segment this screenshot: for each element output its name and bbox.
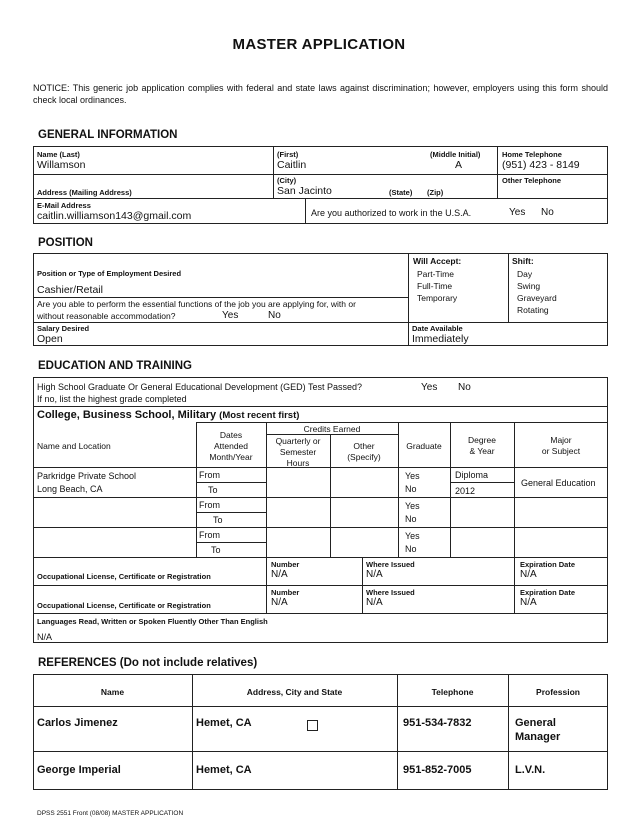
essential-no-option[interactable]: No <box>268 310 281 321</box>
col-dates-3: Month/Year <box>209 452 253 462</box>
ged-yes-option[interactable]: Yes <box>421 382 438 393</box>
authorized-no-option[interactable]: No <box>541 207 554 218</box>
ref1-checkbox[interactable] <box>307 720 318 731</box>
col-dates-1: Dates <box>219 430 243 440</box>
col-major-2: or Subject <box>541 446 581 456</box>
first-name-field[interactable]: Caitlin <box>277 159 307 171</box>
row1-year[interactable]: 2012 <box>455 486 476 496</box>
date-available-label: Date Available <box>412 324 463 333</box>
ref-col-profession: Profession <box>536 687 580 697</box>
shift-swing-option[interactable]: Swing <box>517 281 541 291</box>
row1-to: To <box>208 485 218 495</box>
ref1-address[interactable]: Hemet, CA <box>196 717 252 729</box>
school-location[interactable]: Long Beach, CA <box>37 484 103 494</box>
college-heading-note: (Most recent first) <box>219 410 300 421</box>
row1-graduate-no[interactable]: No <box>405 484 417 494</box>
license-where-label-1: Where Issued <box>366 560 415 569</box>
credits-earned-label: Credits Earned <box>303 424 361 434</box>
authorized-yes-option[interactable]: Yes <box>509 207 526 218</box>
footer-form-id: DPSS 2551 Front (08/08) MASTER APPLICATION <box>37 810 184 817</box>
last-name-label: Name (Last) <box>37 150 80 159</box>
ged-question: High School Graduate Or General Educational Development (GED) Test Passed? <box>37 382 363 392</box>
date-available-field[interactable]: Immediately <box>412 333 469 345</box>
row3-graduate-yes[interactable]: Yes <box>405 531 420 541</box>
row2-from: From <box>199 500 220 510</box>
ref1-profession-line2[interactable]: Manager <box>515 731 561 743</box>
row3-from: From <box>199 530 220 540</box>
ref-col-telephone: Telephone <box>431 687 474 697</box>
address-label: Address (Mailing Address) <box>37 188 132 197</box>
other-phone-label: Other Telephone <box>502 176 562 185</box>
row3-to: To <box>211 545 221 555</box>
position-heading: POSITION <box>38 237 93 249</box>
home-phone-label: Home Telephone <box>502 150 562 159</box>
college-heading <box>37 409 299 421</box>
col-quarterly-1: Quarterly or <box>275 436 321 446</box>
city-label: (City) <box>277 176 297 185</box>
license-where-1[interactable]: N/A <box>366 569 383 580</box>
zip-label: (Zip) <box>427 188 444 197</box>
license-where-2[interactable]: N/A <box>366 597 383 608</box>
general-heading: GENERAL INFORMATION <box>38 129 178 141</box>
row1-major[interactable]: General Education <box>521 478 596 488</box>
col-major-1: Major <box>550 435 572 445</box>
row2-graduate-yes[interactable]: Yes <box>405 501 420 511</box>
col-dates-2: Attended <box>213 441 249 451</box>
license-number-1[interactable]: N/A <box>271 569 288 580</box>
license-expiration-1[interactable]: N/A <box>520 569 537 580</box>
col-degree-2: & Year <box>469 446 495 456</box>
license-expiration-2[interactable]: N/A <box>520 597 537 608</box>
shift-rotating-option[interactable]: Rotating <box>517 305 549 315</box>
form-title: MASTER APPLICATION <box>232 36 406 53</box>
ref2-address[interactable]: Hemet, CA <box>196 764 252 776</box>
ref-col-name: Name <box>100 687 125 697</box>
accept-temporary-option[interactable]: Temporary <box>417 293 458 303</box>
row2-to: To <box>213 515 223 525</box>
references-heading: REFERENCES (Do not include relatives) <box>38 657 258 669</box>
license-number-label-2: Number <box>271 588 300 597</box>
license-expiration-label-1: Expiration Date <box>520 560 576 569</box>
languages-label: Languages Read, Written or Spoken Fluently Other Than English <box>37 617 268 626</box>
essential-question-line1: Are you able to perform the essential functions of the job you are applying for, with or <box>37 299 356 309</box>
col-quarterly-3: Hours <box>286 458 310 468</box>
education-heading: EDUCATION AND TRAINING <box>38 360 192 372</box>
email-label: E-Mail Address <box>37 201 91 210</box>
ref1-telephone[interactable]: 951-534-7832 <box>403 717 472 729</box>
ref2-name[interactable]: George Imperial <box>37 764 121 776</box>
col-name-location: Name and Location <box>37 441 111 451</box>
col-other-1: Other <box>353 441 375 451</box>
row3-graduate-no[interactable]: No <box>405 544 417 554</box>
college-heading-main: College, Business School, Military <box>37 409 217 421</box>
first-name-label: (First) <box>277 150 299 159</box>
ged-highest-grade: If no, list the highest grade completed <box>37 394 187 404</box>
salary-field[interactable]: Open <box>37 333 63 345</box>
license-number-label-1: Number <box>271 560 300 569</box>
col-graduate: Graduate <box>406 441 442 451</box>
city-field[interactable]: San Jacinto <box>277 185 332 197</box>
accept-part-time-option[interactable]: Part-Time <box>417 269 454 279</box>
school-name[interactable]: Parkridge Private School <box>37 471 137 481</box>
shift-day-option[interactable]: Day <box>517 269 533 279</box>
home-phone-field[interactable]: (951) 423 - 8149 <box>502 159 580 171</box>
ref2-profession[interactable]: L.V.N. <box>515 764 546 776</box>
will-accept-label: Will Accept: <box>413 256 462 266</box>
accept-full-time-option[interactable]: Full-Time <box>417 281 453 291</box>
email-field[interactable]: caitlin.williamson143@gmail.com <box>37 210 192 222</box>
shift-graveyard-option[interactable]: Graveyard <box>517 293 557 303</box>
ref1-profession-line1[interactable]: General <box>515 717 556 729</box>
state-label: (State) <box>389 188 413 197</box>
row1-graduate-yes[interactable]: Yes <box>405 471 420 481</box>
middle-initial-label: (Middle Initial) <box>430 150 481 159</box>
salary-label: Salary Desired <box>37 324 90 333</box>
ref2-telephone[interactable]: 951-852-7005 <box>403 764 472 776</box>
desired-position-field[interactable]: Cashier/Retail <box>37 284 103 296</box>
desired-position-label: Position or Type of Employment Desired <box>37 269 182 278</box>
license-label-2: Occupational License, Certificate or Registration <box>37 601 211 610</box>
col-degree-1: Degree <box>468 435 496 445</box>
row2-graduate-no[interactable]: No <box>405 514 417 524</box>
license-where-label-2: Where Issued <box>366 588 415 597</box>
col-quarterly-2: Semester <box>279 447 317 457</box>
ref1-name[interactable]: Carlos Jimenez <box>37 717 118 729</box>
last-name-field[interactable]: Willamson <box>37 159 86 171</box>
essential-yes-option[interactable]: Yes <box>222 310 239 321</box>
row1-degree[interactable]: Diploma <box>455 470 489 480</box>
languages-field[interactable]: N/A <box>37 632 53 642</box>
license-label-1: Occupational License, Certificate or Registration <box>37 572 211 581</box>
authorized-question: Are you authorized to work in the U.S.A. <box>311 208 472 218</box>
shift-label: Shift: <box>512 256 534 266</box>
notice-text: NOTICE: This generic job application complies with federal and state laws against discrimination; however, employers using this form should check local ordinances. <box>33 83 608 105</box>
license-expiration-label-2: Expiration Date <box>520 588 576 597</box>
col-other-2: (Specify) <box>347 452 381 462</box>
ged-no-option[interactable]: No <box>458 382 471 393</box>
row1-from: From <box>199 470 220 480</box>
middle-initial-field[interactable]: A <box>455 159 463 171</box>
license-number-2[interactable]: N/A <box>271 597 288 608</box>
essential-question-line2: without reasonable accommodation? <box>37 311 176 321</box>
ref-col-address: Address, City and State <box>246 687 343 697</box>
